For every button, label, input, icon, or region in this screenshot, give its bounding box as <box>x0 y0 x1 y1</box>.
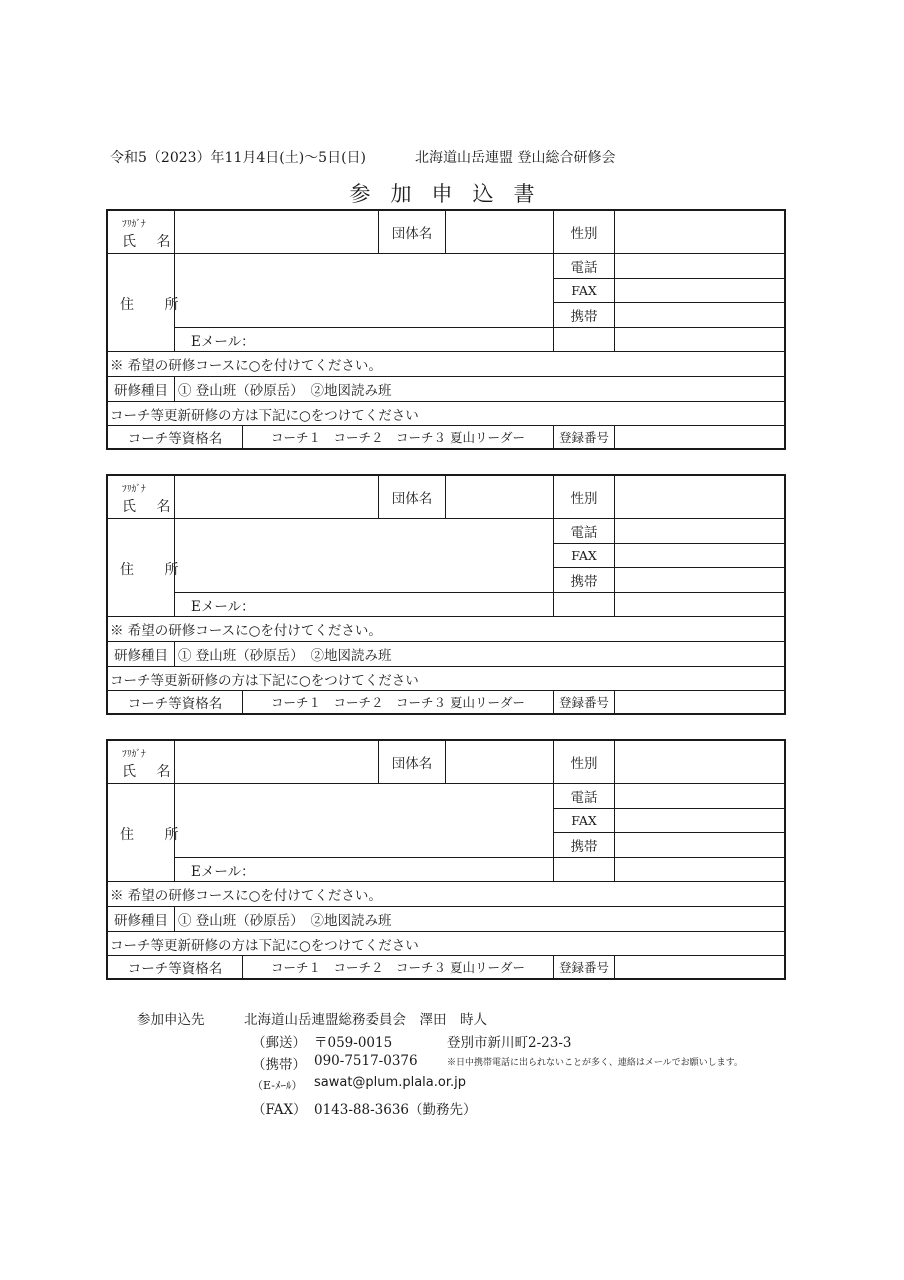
coach-instruction: コーチ等更新研修の方は下記に○をつけてください <box>110 672 419 689</box>
registration-label: 登録番号 <box>558 960 609 975</box>
fax-field[interactable] <box>615 544 784 567</box>
name-label: 氏 名 <box>122 234 179 250</box>
coach-instruction: コーチ等更新研修の方は下記に○をつけてください <box>110 407 419 424</box>
course-type-label: 研修種目 <box>114 383 168 399</box>
group-field[interactable] <box>446 741 553 783</box>
mobile-field[interactable] <box>615 833 784 857</box>
name-field[interactable] <box>175 211 378 253</box>
gender-field[interactable] <box>615 211 784 253</box>
fax-field[interactable] <box>615 279 784 302</box>
email-row[interactable] <box>175 593 784 616</box>
address-label: 住 所 <box>120 562 192 578</box>
address-field[interactable] <box>175 784 553 857</box>
phone-label: 電話 <box>570 525 598 541</box>
address-label-cell <box>108 519 192 616</box>
mobile-label: 携帯 <box>570 839 598 855</box>
event-date: 令和5（2023）年11月4日(土)～5日(日) <box>110 150 367 166</box>
registration-field[interactable] <box>615 426 784 448</box>
application-form <box>106 209 786 450</box>
qualification-options[interactable]: コーチ１ コーチ２ コーチ３ 夏山リーダー <box>271 695 525 710</box>
registration-field[interactable] <box>615 691 784 713</box>
mobile-field[interactable] <box>615 568 784 592</box>
contact-email[interactable]: sawat@plum.plala.or.jp <box>314 1075 466 1090</box>
phone-field[interactable] <box>615 519 784 543</box>
name-label-cell <box>108 741 179 783</box>
gender-field[interactable] <box>615 476 784 518</box>
email-row[interactable] <box>175 858 784 881</box>
fax-label: FAX <box>571 813 597 828</box>
course-instruction: ※ 希望の研修コースに○を付けてください。 <box>110 358 382 374</box>
gender-label: 性別 <box>570 491 598 507</box>
application-form <box>106 474 786 715</box>
qualification-label: コーチ等資格名 <box>127 961 223 977</box>
qualification-label: コーチ等資格名 <box>127 696 223 712</box>
document-title: 参加申込書 <box>349 182 555 206</box>
registration-label: 登録番号 <box>558 695 609 710</box>
mobile-note: ※日中携帯電話に出られないことが多く、連絡はメールでお願いします。 <box>447 1058 743 1068</box>
group-label: 団体名 <box>391 226 433 242</box>
mobile-number: 090-7517-0376 <box>314 1053 418 1069</box>
address-label: 住 所 <box>120 297 192 313</box>
course-instruction: ※ 希望の研修コースに○を付けてください。 <box>110 888 382 904</box>
course-options[interactable]: ① 登山班（砂原岳） ②地図読み班 <box>178 648 392 664</box>
fax-label: FAX <box>571 283 597 298</box>
contact-name: 北海道山岳連盟総務委員会 澤田 時人 <box>244 1012 487 1028</box>
mobile-label-footer: （携帯） <box>252 1057 306 1073</box>
course-instruction: ※ 希望の研修コースに○を付けてください。 <box>110 623 382 639</box>
gender-label: 性別 <box>570 756 598 772</box>
fax-number: 0143-88-3636（勤務先） <box>314 1102 477 1118</box>
mailing-address: 登別市新川町2-23-3 <box>447 1035 572 1051</box>
registration-field[interactable] <box>615 956 784 978</box>
mobile-label: 携帯 <box>570 574 598 590</box>
email-label: Eメール： <box>191 598 255 615</box>
name-label: 氏 名 <box>122 764 179 780</box>
registration-label: 登録番号 <box>558 430 609 445</box>
name-field[interactable] <box>175 476 378 518</box>
group-label: 団体名 <box>391 491 433 507</box>
phone-field[interactable] <box>615 784 784 808</box>
postal-code: 〒059-0015 <box>314 1035 393 1051</box>
gender-field[interactable] <box>615 741 784 783</box>
fax-field[interactable] <box>615 809 784 832</box>
gender-label: 性別 <box>570 226 598 242</box>
name-field[interactable] <box>175 741 378 783</box>
email-label: Eメール： <box>191 333 255 350</box>
course-options[interactable]: ① 登山班（砂原岳） ②地図読み班 <box>178 383 392 399</box>
phone-label: 電話 <box>570 260 598 276</box>
mail-label: （郵送） <box>252 1035 306 1051</box>
qualification-label: コーチ等資格名 <box>127 431 223 447</box>
course-type-label: 研修種目 <box>114 648 168 664</box>
coach-instruction: コーチ等更新研修の方は下記に○をつけてください <box>110 937 419 954</box>
furigana-label: ﾌﾘｶﾞﾅ <box>122 749 146 760</box>
qualification-options[interactable]: コーチ１ コーチ２ コーチ３ 夏山リーダー <box>271 430 525 445</box>
group-label: 団体名 <box>391 756 433 772</box>
application-form <box>106 739 786 980</box>
email-row[interactable] <box>175 328 784 351</box>
fax-label-footer: （FAX） <box>252 1102 307 1118</box>
name-label-cell <box>108 211 179 253</box>
phone-label: 電話 <box>570 790 598 806</box>
furigana-label: ﾌﾘｶﾞﾅ <box>122 219 146 230</box>
address-label-cell <box>108 784 192 881</box>
address-label: 住 所 <box>120 827 192 843</box>
course-type-label: 研修種目 <box>114 913 168 929</box>
course-options[interactable]: ① 登山班（砂原岳） ②地図読み班 <box>178 913 392 929</box>
address-field[interactable] <box>175 254 553 327</box>
organization-name: 北海道山岳連盟 登山総合研修会 <box>415 150 616 166</box>
name-label: 氏 名 <box>122 499 179 515</box>
group-field[interactable] <box>446 211 553 253</box>
address-label-cell <box>108 254 192 351</box>
name-label-cell <box>108 476 179 518</box>
header-line <box>110 147 616 167</box>
email-label: Eメール： <box>191 863 255 880</box>
qualification-options[interactable]: コーチ１ コーチ２ コーチ３ 夏山リーダー <box>271 960 525 975</box>
mobile-field[interactable] <box>615 303 784 327</box>
address-field[interactable] <box>175 519 553 592</box>
group-field[interactable] <box>446 476 553 518</box>
apply-to-label: 参加申込先 <box>137 1012 205 1028</box>
mobile-label: 携帯 <box>570 309 598 325</box>
email-label-footer: （E-ﾒｰﾙ） <box>252 1079 303 1092</box>
furigana-label: ﾌﾘｶﾞﾅ <box>122 484 146 495</box>
fax-label: FAX <box>571 548 597 563</box>
phone-field[interactable] <box>615 254 784 278</box>
